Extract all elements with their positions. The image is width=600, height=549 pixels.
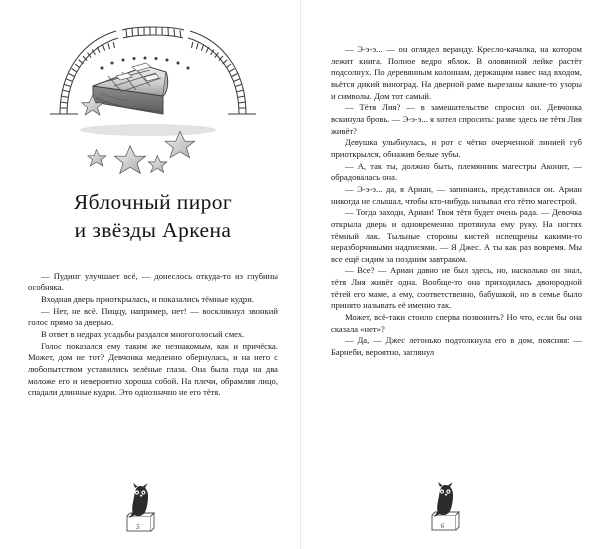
paragraph: — Тогда заходи, Ариан! Твоя тётя будет очень рада. — Девочка открыла дверь и одновременно протянула ему руку. На ногтях тёмный лак. Тыльные стороны кистей испещрены какими-то неразборчивыми надписями. — Я Джес. А ты как раз вовремя. Мы все ещё сидим за поздним завтраком. — [331, 207, 582, 264]
paragraph: — Э-э-э... — он оглядел веранду. Кресло-качалка, на котором лежит книга. Полное ведро яблок. В оловянной лейке растёт подсолнух. По деревянным колоннам, держащим навес над входом, вьётся дикий виноград. На дверной раме вырезаны какие-то узоры и символы. Дом тот самый. — [331, 44, 582, 101]
right-page-body — [331, 44, 582, 359]
chapter-illustration — [28, 10, 278, 182]
apple-pie-slice-icon — [93, 63, 168, 114]
pie-shadow — [80, 124, 216, 136]
paragraph: — Все? — Ариан давно не был здесь, но, насколько он знал, тётя Лия живёт одна. Вообще-то она приходилась двоюродной тётей его маме, а ему, соответственно, бабушкой, но в семье было принято называть её именно так. — [331, 265, 582, 311]
paragraph: Может, всё-таки стоило сперва позвонить? Но что, если бы она сказала «нет»? — [331, 312, 582, 334]
paragraph: — Да, — Джес легонько подтолкнула его в дом, поясняя: — Барнеби, вероятно, заглянул — [331, 335, 582, 358]
paragraph: — Э-э-э... да, я Ариан, — запинаясь, представился он. Ариан никогда не слышал, чтобы кто-нибудь называл его тётю магестрой. — [331, 183, 582, 206]
chapter-title-line-2: и звёзды Аркена — [74, 218, 232, 243]
paragraph: — Пудинг улучшает всё, — донеслось откуда-то из глубины особняка. — [28, 270, 278, 293]
left-page-footer — [0, 478, 288, 540]
paragraph: В ответ в недрах усадьбы раздался многоголосый смех. — [41, 329, 245, 340]
page-number: 6 — [440, 522, 445, 530]
paragraph: — Тётя Лия? — в замешательстве спросил он. Девчонка вскинула бровь. — Э-э-э... я хотел спросить: разве здесь не тётя Лия живёт? — [331, 102, 582, 136]
right-page-footer — [293, 477, 592, 539]
page-number: 5 — [136, 523, 140, 531]
right-page — [300, 0, 600, 549]
chapter-title — [28, 188, 278, 245]
left-page-body — [28, 271, 278, 399]
paragraph: — А, так ты, должно быть, племянник магестры Аконит, — обрадовалась она. — [331, 160, 582, 183]
paragraph: Девушка улыбнулась, и рот с чётко очерченной линией губ приоткрылся, обнажив белые зубы. — [331, 137, 582, 159]
paragraph: — Нет, не всё. Пиццу, например, нет! — воскликнул звонкий голос прямо за дверью. — [28, 305, 278, 328]
paragraph: Голос показался ему таким же незнакомым, как и причёска. Может, дом не тот? Девчонка медленно обернулась, и на него с любопытством уставились зелёные глаза. Она была года на два моложе его и невероятно хороша собой. На плечи, обрамляя лицо, спадали длинные кудри. Это однозначно не его тётя. — [28, 340, 278, 398]
chapter-title-line-1: Яблочный пирог — [73, 190, 233, 214]
paragraph: Входная дверь приоткрылась, и показались тёмные кудри. — [41, 294, 254, 305]
